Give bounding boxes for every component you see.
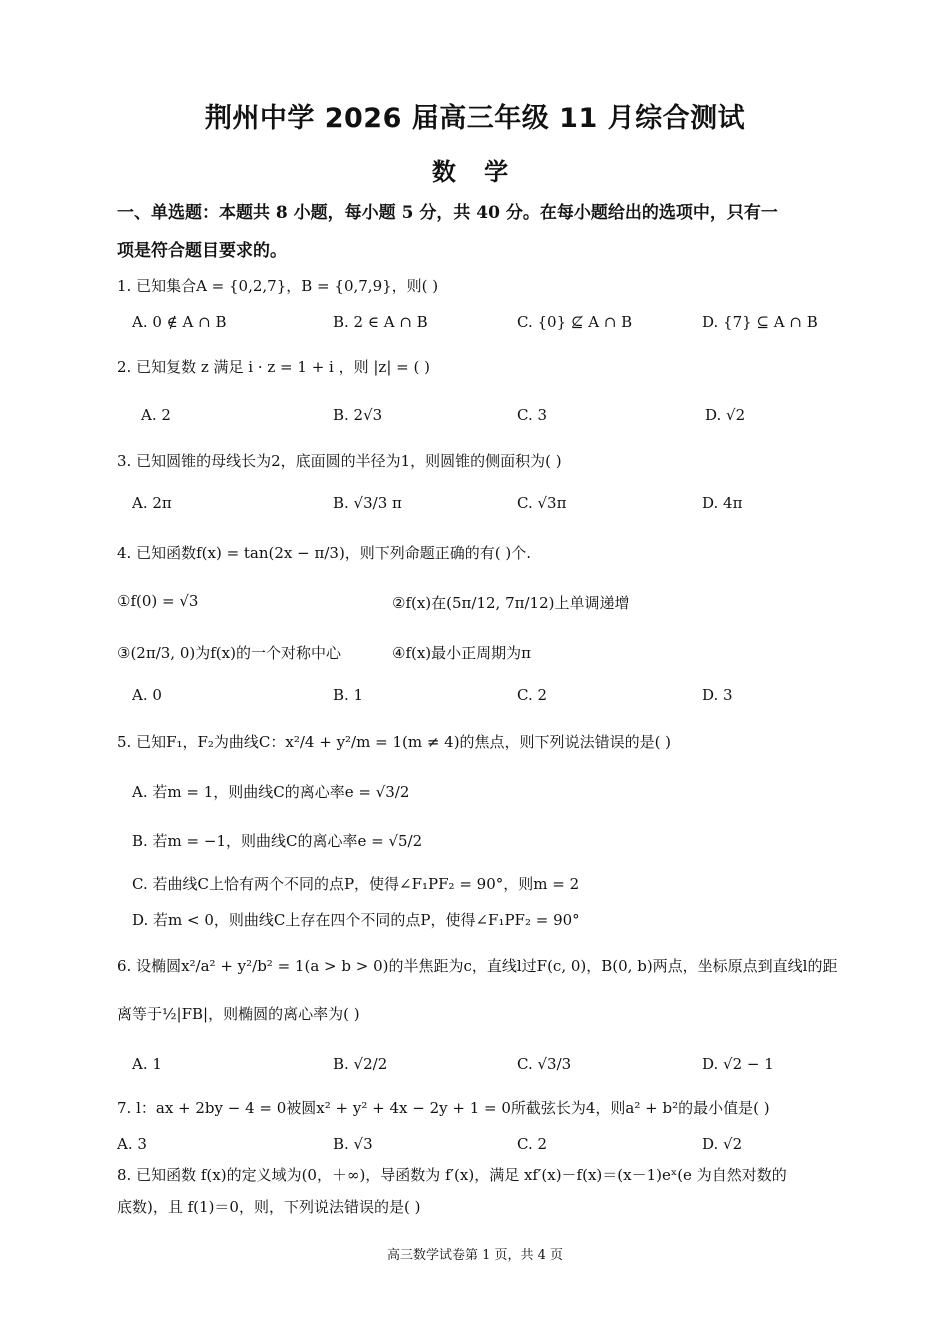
- question-1-option-b: B. 2 ∈ A ∩ B: [333, 313, 428, 331]
- question-6-option-a: A. 1: [132, 1055, 162, 1073]
- question-4-prop-4: ④f(x)最小正周期为π: [392, 644, 532, 662]
- question-4-option-d: D. 3: [702, 686, 733, 704]
- question-4-stem: 4. 已知函数f(x) = tan(2x − π/3)，则下列命题正确的有( )个.: [117, 544, 532, 562]
- question-7-option-d: D. √2: [702, 1135, 743, 1153]
- question-1-option-c: C. {0} ⊈ A ∩ B: [517, 313, 633, 331]
- question-2-option-b: B. 2√3: [333, 406, 383, 424]
- question-4-option-b: B. 1: [333, 686, 364, 704]
- question-7-option-b: B. √3: [333, 1135, 373, 1153]
- question-5-option-a: A. 若m = 1，则曲线C的离心率e = √3/2: [132, 783, 410, 801]
- question-4-prop-3: ③(2π/3, 0)为f(x)的一个对称中心: [117, 644, 341, 662]
- question-7-option-c: C. 2: [517, 1135, 548, 1153]
- question-5-stem: 5. 已知F₁，F₂为曲线C：x²/4 + y²/m = 1(m ≠ 4)的焦点，则下列说法错误的是( ): [117, 733, 672, 751]
- question-6-option-c: C. √3/3: [517, 1055, 572, 1073]
- question-3-option-b: B. √3/3 π: [333, 494, 402, 512]
- subject-title: 数 学: [431, 158, 519, 186]
- question-4-option-c: C. 2: [517, 686, 548, 704]
- question-3-option-c: C. √3π: [517, 494, 567, 512]
- question-3-option-d: D. 4π: [702, 494, 743, 512]
- question-5-option-d: D. 若m < 0，则曲线C上存在四个不同的点P，使得∠F₁PF₂ = 90°: [132, 911, 580, 929]
- question-1-option-a: A. 0 ∉ A ∩ B: [132, 313, 227, 331]
- question-2-stem: 2. 已知复数 z 满足 i · z = 1 + i ，则 |z| = ( ): [117, 358, 430, 376]
- section-heading-line1: 一、单选题：本题共 8 小题，每小题 5 分，共 40 分。在每小题给出的选项中，只有一: [117, 203, 778, 223]
- question-6-option-b: B. √2/2: [333, 1055, 388, 1073]
- question-5-option-c: C. 若曲线C上恰有两个不同的点P，使得∠F₁PF₂ = 90°，则m = 2: [132, 875, 580, 893]
- question-3-option-a: A. 2π: [132, 494, 172, 512]
- question-2-option-d: D. √2: [705, 406, 746, 424]
- question-2-option-c: C. 3: [517, 406, 548, 424]
- question-6-option-d: D. √2 − 1: [702, 1055, 774, 1073]
- question-6-stem-line1: 6. 设椭圆x²/a² + y²/b² = 1(a > b > 0)的半焦距为c，直线l过F(c, 0)，B(0, b)两点，坐标原点到直线l的距: [117, 957, 838, 975]
- question-4-option-a: A. 0: [132, 686, 162, 704]
- question-7-option-a: A. 3: [117, 1135, 147, 1153]
- page-footer: 高三数学试卷第 1 页，共 4 页: [386, 1248, 564, 1263]
- question-4-prop-1: ①f(0) = √3: [117, 592, 199, 610]
- question-1-stem: 1. 已知集合A = {0,2,7}，B = {0,7,9}，则( ): [117, 277, 439, 295]
- question-6-stem-line2: 离等于½|FB|，则椭圆的离心率为( ): [117, 1005, 360, 1023]
- question-8-stem-line1: 8. 已知函数 f(x)的定义域为(0，＋∞)，导函数为 f′(x)，满足 xf′(x)－f(x)＝(x－1)eˣ(e 为自然对数的: [117, 1166, 787, 1184]
- page-title: 荆州中学 2026 届高三年级 11 月综合测试: [204, 103, 746, 134]
- section-heading-line2: 项是符合题目要求的。: [117, 241, 287, 261]
- question-2-option-a: A. 2: [141, 406, 171, 424]
- question-3-stem: 3. 已知圆锥的母线长为2，底面圆的半径为1，则圆锥的侧面积为( ): [117, 452, 562, 470]
- question-4-prop-2: ②f(x)在(5π/12, 7π/12)上单调递增: [392, 594, 630, 612]
- question-1-option-d: D. {7} ⊆ A ∩ B: [702, 313, 818, 331]
- question-7-stem: 7. l：ax + 2by − 4 = 0被圆x² + y² + 4x − 2y + 1 = 0所截弦长为4，则a² + b²的最小值是( ): [117, 1099, 770, 1117]
- question-8-stem-line2: 底数)，且 f(1)＝0，则，下列说法错误的是( ): [117, 1198, 421, 1216]
- question-5-option-b: B. 若m = −1，则曲线C的离心率e = √5/2: [132, 832, 423, 850]
